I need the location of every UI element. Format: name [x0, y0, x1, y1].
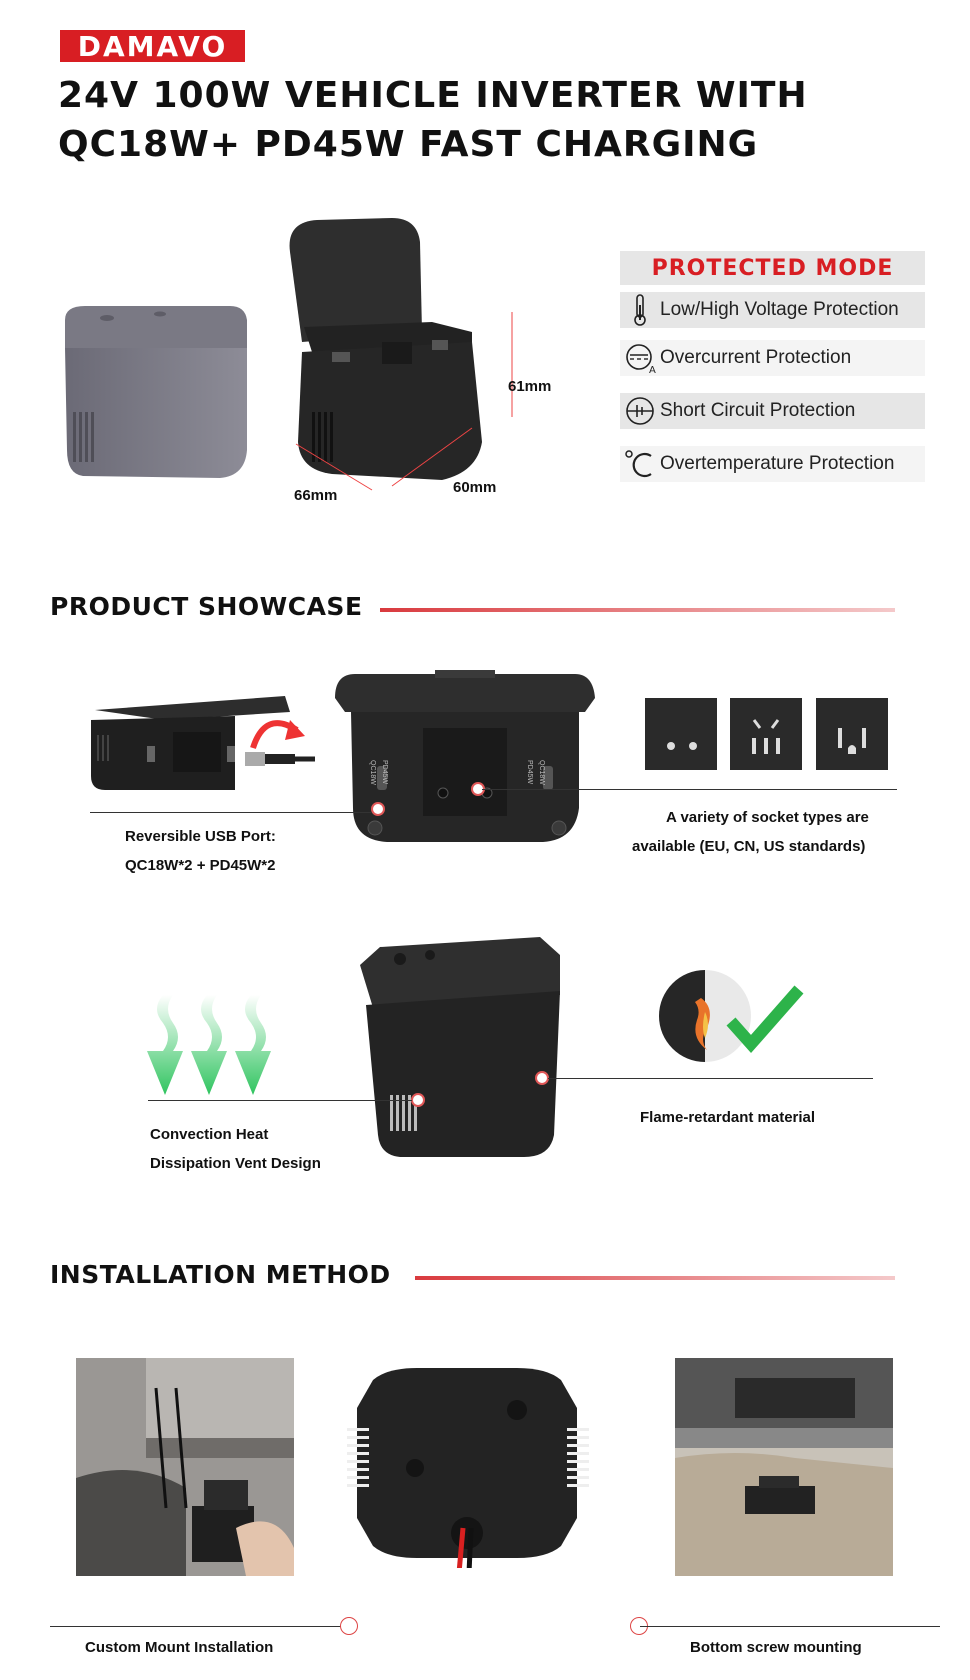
section-divider: [415, 1276, 895, 1280]
brand-logo: DAMAVO: [60, 30, 245, 62]
inverter-closed-image: [55, 300, 265, 485]
port-label: PD45W: [381, 760, 388, 785]
us-socket-image: [816, 698, 888, 770]
showcase-heading: PRODUCT SHOWCASE: [50, 592, 363, 621]
callout-line: [148, 1100, 412, 1101]
inverter-open-image: [272, 212, 552, 517]
section-divider: [380, 608, 895, 612]
protection-label: Overtemperature Protection: [660, 453, 895, 474]
cn-socket-image: [730, 698, 802, 770]
flame-retardant-icon: [655, 968, 805, 1068]
protection-label: Low/High Voltage Protection: [660, 299, 899, 320]
callout-line: [50, 1626, 346, 1627]
flame-caption: Flame-retardant material: [640, 1109, 816, 1126]
callout-ring: [340, 1617, 358, 1635]
callout-dot: [411, 1093, 425, 1107]
celsius-icon: [620, 446, 660, 482]
port-label: QC18W: [369, 760, 376, 785]
page-title-line-2: QC18W+ PD45W FAST CHARGING: [58, 124, 759, 165]
protection-item-overtemperature: [620, 446, 925, 482]
callout-line: [640, 1626, 940, 1627]
inverter-front-image: [335, 668, 597, 848]
protection-heading: PROTECTED MODE: [620, 251, 925, 285]
width-dimension: 60mm: [453, 479, 497, 496]
short-circuit-icon: [620, 393, 660, 429]
eu-socket-image: [645, 698, 717, 770]
callout-line: [482, 789, 897, 790]
usb-caption-line-2: QC18W*2 + PD45W*2: [125, 857, 276, 874]
bottom-view-image: [347, 1368, 589, 1568]
depth-dimension: 66mm: [294, 487, 338, 504]
usb-port-side-image: [85, 690, 315, 800]
thermometer-icon: [620, 292, 660, 328]
socket-caption-line-2: available (EU, CN, US standards): [632, 838, 866, 855]
protection-item-overcurrent: [620, 340, 925, 376]
ammeter-icon: [620, 340, 660, 376]
height-dimension: 61mm: [508, 378, 552, 395]
callout-line: [548, 1078, 873, 1079]
inverter-vent-image: [360, 935, 570, 1160]
svg-text:A: A: [649, 365, 656, 374]
socket-caption-line-1: A variety of socket types are: [666, 809, 869, 826]
custom-mount-photo: [76, 1358, 294, 1576]
page-title-line-1: 24V 100W VEHICLE INVERTER WITH: [58, 75, 808, 116]
custom-mount-caption: Custom Mount Installation: [85, 1639, 274, 1656]
port-label: QC18W: [538, 760, 545, 785]
callout-dot: [535, 1071, 549, 1085]
usb-caption-line-1: Reversible USB Port:: [125, 828, 276, 845]
callout-line: [90, 812, 372, 813]
bottom-screw-photo: [675, 1358, 893, 1576]
port-label: PD45W: [526, 760, 533, 785]
protection-item-voltage: [620, 292, 925, 328]
heat-caption-line-2: Dissipation Vent Design: [150, 1155, 321, 1172]
protection-label: Overcurrent Protection: [660, 347, 852, 368]
installation-heading: INSTALLATION METHOD: [50, 1260, 391, 1289]
convection-arrows-icon: [145, 995, 280, 1100]
protection-item-short-circuit: [620, 393, 925, 429]
heat-caption-line-1: Convection Heat: [150, 1126, 269, 1143]
bottom-screw-caption: Bottom screw mounting: [690, 1639, 862, 1656]
callout-dot: [371, 802, 385, 816]
protection-label: Short Circuit Protection: [660, 400, 856, 421]
